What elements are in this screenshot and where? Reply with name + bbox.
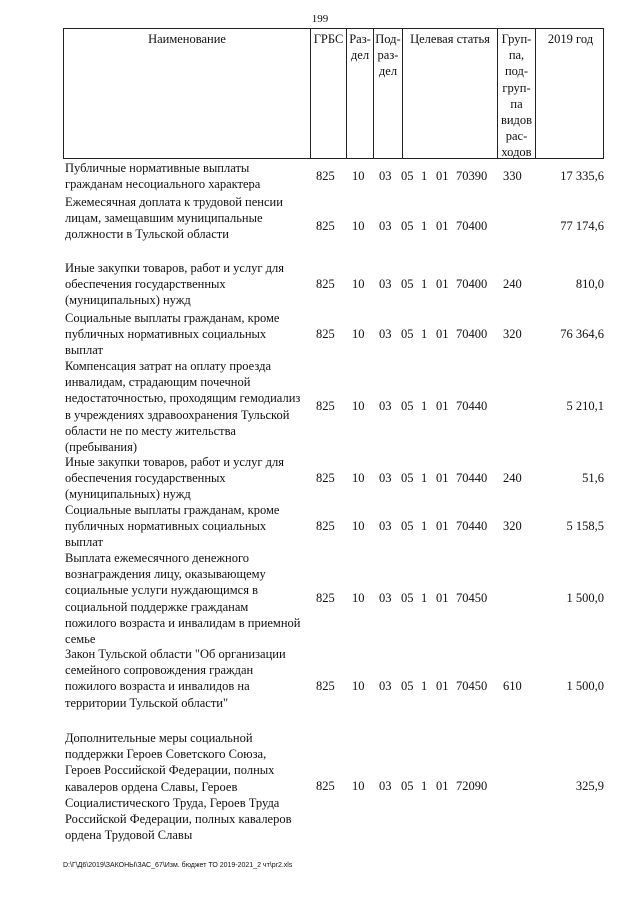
row-cs3: 01 xyxy=(436,219,449,233)
row-cs3: 01 xyxy=(436,327,449,341)
row-cs4: 72090 xyxy=(456,779,488,793)
row-cs2: 1 xyxy=(421,277,428,291)
header-target: Целевая статья xyxy=(403,29,498,158)
row-cs2: 1 xyxy=(421,591,428,605)
row-podrazdel: 03 xyxy=(379,471,392,485)
row-podrazdel: 03 xyxy=(379,399,392,413)
row-cs4: 70440 xyxy=(456,471,488,485)
row-cs3: 01 xyxy=(436,679,449,693)
table-row xyxy=(63,454,604,504)
row-grbs: 825 xyxy=(316,399,335,413)
row-razdel: 10 xyxy=(352,519,365,533)
table-row xyxy=(63,160,604,193)
row-podrazdel: 03 xyxy=(379,519,392,533)
row-cs2: 1 xyxy=(421,519,428,533)
row-cs4: 70440 xyxy=(456,399,488,413)
row-cs1: 05 xyxy=(401,779,414,793)
row-name: Выплата ежемесячного денежного вознаграждения лицу, оказывающему социальные услуги нуждающимся в социальной поддержке гражданам пожилого возраста и инвалидам в приемной семье xyxy=(65,551,301,647)
header-group: Груп- па, под- груп- па видов рас- ходов xyxy=(498,29,536,158)
row-cs1: 05 xyxy=(401,679,414,693)
row-cs2: 1 xyxy=(421,399,428,413)
row-group: 330 xyxy=(503,169,522,183)
row-grbs: 825 xyxy=(316,327,335,341)
row-value: 51,6 xyxy=(582,471,604,485)
row-group: 320 xyxy=(503,519,522,533)
row-grbs: 825 xyxy=(316,779,335,793)
row-razdel: 10 xyxy=(352,779,365,793)
table-header xyxy=(63,28,604,159)
header-year: 2019 год xyxy=(547,32,594,46)
row-cs1: 05 xyxy=(401,399,414,413)
row-cs3: 01 xyxy=(436,169,449,183)
row-name: Иные закупки товаров, работ и услуг для обеспечения государственных (муниципальных) нужд xyxy=(65,455,285,502)
row-cs1: 05 xyxy=(401,471,414,485)
row-name: Дополнительные меры социальной поддержки Героев Советского Союза, Героев Российской Федерации, полных кавалеров ордена Славы, Героев Социалистического Труда, Героев Труда Российской Федерации, полных кавалеров ордена Трудовой Славы xyxy=(65,731,292,843)
header-grbs: ГРБС xyxy=(311,29,347,158)
table-row xyxy=(63,646,604,716)
row-cs4: 70450 xyxy=(456,679,488,693)
row-group: 240 xyxy=(503,471,522,485)
row-razdel: 10 xyxy=(352,277,365,291)
row-value: 77 174,6 xyxy=(560,219,604,233)
row-group: 240 xyxy=(503,277,522,291)
header-razdel: Раз- дел xyxy=(347,29,374,158)
row-razdel: 10 xyxy=(352,471,365,485)
row-grbs: 825 xyxy=(316,591,335,605)
row-group: 610 xyxy=(503,679,522,693)
row-razdel: 10 xyxy=(352,169,365,183)
table-row xyxy=(63,358,604,456)
row-cs2: 1 xyxy=(421,169,428,183)
row-cs1: 05 xyxy=(401,169,414,183)
row-value: 1 500,0 xyxy=(566,591,604,605)
header-podrazdel: Под- раз- дел xyxy=(374,29,403,158)
row-cs3: 01 xyxy=(436,779,449,793)
row-cs4: 70440 xyxy=(456,519,488,533)
row-name: Компенсация затрат на оплату проезда инвалидам, страдающим почечной недостаточностью, проходящим гемодиализ в учреждениях здравоохранения Тульской области не по месту жительства (пребывания) xyxy=(65,359,301,455)
row-name: Закон Тульской области "Об организации семейного сопровождения граждан пожилого возраста и инвалидов на территории Тульской области" xyxy=(65,647,286,710)
row-podrazdel: 03 xyxy=(379,679,392,693)
row-cs3: 01 xyxy=(436,277,449,291)
row-razdel: 10 xyxy=(352,219,365,233)
row-podrazdel: 03 xyxy=(379,169,392,183)
row-cs3: 01 xyxy=(436,591,449,605)
page-number: 199 xyxy=(311,13,329,25)
row-podrazdel: 03 xyxy=(379,327,392,341)
row-cs1: 05 xyxy=(401,219,414,233)
table-row xyxy=(63,260,604,310)
row-value: 325,9 xyxy=(575,779,604,793)
table-row xyxy=(63,310,604,360)
table-row xyxy=(63,194,604,262)
row-cs2: 1 xyxy=(421,219,428,233)
row-value: 810,0 xyxy=(575,277,604,291)
row-grbs: 825 xyxy=(316,471,335,485)
row-grbs: 825 xyxy=(316,519,335,533)
row-cs1: 05 xyxy=(401,519,414,533)
row-cs4: 70400 xyxy=(456,277,488,291)
row-cs4: 70400 xyxy=(456,219,488,233)
row-cs3: 01 xyxy=(436,519,449,533)
row-name: Социальные выплаты гражданам, кроме публичных нормативных социальных выплат xyxy=(65,311,280,358)
row-group: 320 xyxy=(503,327,522,341)
row-cs2: 1 xyxy=(421,471,428,485)
row-podrazdel: 03 xyxy=(379,779,392,793)
row-name: Публичные нормативные выплаты гражданам несоциального характера xyxy=(65,161,261,192)
row-razdel: 10 xyxy=(352,591,365,605)
row-cs1: 05 xyxy=(401,591,414,605)
row-name: Иные закупки товаров, работ и услуг для обеспечения государственных (муниципальных) нужд xyxy=(65,261,285,308)
row-cs4: 70390 xyxy=(456,169,488,183)
row-cs2: 1 xyxy=(421,779,428,793)
row-name: Ежемесячная доплата к трудовой пенсии лицам, замещавшим муниципальные должности в Тульской области xyxy=(65,195,283,242)
row-grbs: 825 xyxy=(316,219,335,233)
file-path-footer: D:\Г\Д6\2019\ЗАКОНЫ\ЗАС_67\Изм. бюджет ТО 2019-2021_2 чт\pr2.xls xyxy=(63,862,293,869)
row-podrazdel: 03 xyxy=(379,219,392,233)
row-cs2: 1 xyxy=(421,679,428,693)
row-podrazdel: 03 xyxy=(379,277,392,291)
row-cs3: 01 xyxy=(436,471,449,485)
row-razdel: 10 xyxy=(352,399,365,413)
table-row xyxy=(63,550,604,648)
row-cs1: 05 xyxy=(401,277,414,291)
row-value: 5 158,5 xyxy=(566,519,604,533)
table-row xyxy=(63,730,604,850)
row-value: 1 500,0 xyxy=(566,679,604,693)
row-value: 5 210,1 xyxy=(566,399,604,413)
row-value: 76 364,6 xyxy=(560,327,604,341)
row-grbs: 825 xyxy=(316,679,335,693)
row-name: Социальные выплаты гражданам, кроме публичных нормативных социальных выплат xyxy=(65,503,280,550)
row-cs2: 1 xyxy=(421,327,428,341)
row-cs1: 05 xyxy=(401,327,414,341)
row-cs4: 70400 xyxy=(456,327,488,341)
row-value: 17 335,6 xyxy=(560,169,604,183)
row-cs4: 70450 xyxy=(456,591,488,605)
row-cs3: 01 xyxy=(436,399,449,413)
row-grbs: 825 xyxy=(316,277,335,291)
row-podrazdel: 03 xyxy=(379,591,392,605)
row-razdel: 10 xyxy=(352,679,365,693)
table-row xyxy=(63,502,604,552)
header-name: Наименование xyxy=(64,29,311,158)
row-grbs: 825 xyxy=(316,169,335,183)
row-razdel: 10 xyxy=(352,327,365,341)
